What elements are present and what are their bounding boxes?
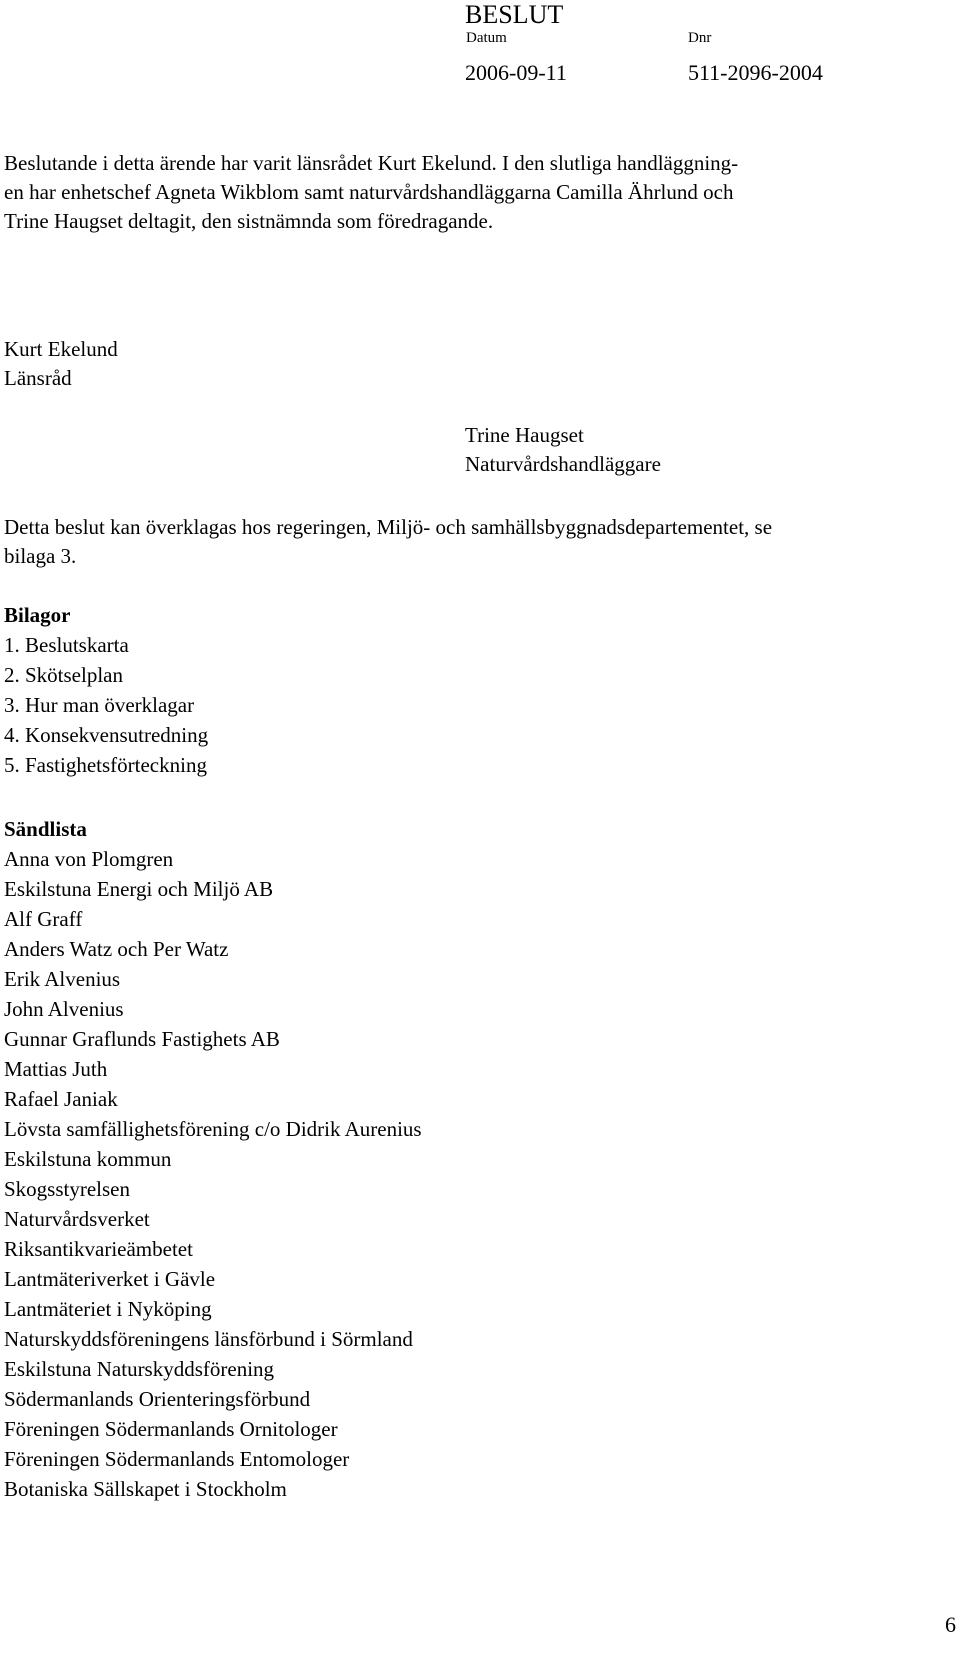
intro-paragraph — [4, 149, 944, 236]
attachments-list — [4, 630, 208, 780]
attachment-item: 4. Konsekvensutredning — [4, 723, 209, 747]
distribution-item: Lantmäteriverket i Gävle — [4, 1267, 216, 1291]
page-number: 6 — [945, 1612, 956, 1637]
decision-maker-name: Kurt Ekelund — [4, 337, 118, 361]
distribution-item: Eskilstuna Energi och Miljö AB — [4, 877, 274, 901]
distribution-item: Föreningen Södermanlands Entomologer — [4, 1447, 350, 1471]
attachment-item: 1. Beslutskarta — [4, 633, 129, 657]
attachment-item: 3. Hur man överklagar — [4, 693, 195, 717]
distribution-item: Botaniska Sällskapet i Stockholm — [4, 1477, 287, 1501]
distribution-item: Lantmäteriet i Nyköping — [4, 1297, 212, 1321]
attachment-item: 5. Fastighetsförteckning — [4, 753, 207, 777]
presenter-title: Naturvårdshandläggare — [465, 452, 661, 476]
distribution-item: Anna von Plomgren — [4, 847, 174, 871]
distribution-item: Erik Alvenius — [4, 967, 121, 991]
distribution-item: John Alvenius — [4, 997, 124, 1021]
distribution-item: Eskilstuna kommun — [4, 1147, 172, 1171]
distribution-item: Rafael Janiak — [4, 1087, 118, 1111]
presenter-name: Trine Haugset — [465, 423, 584, 447]
distribution-list — [4, 844, 422, 1504]
intro-line: Trine Haugset deltagit, den sistnämnda som föredragande. — [4, 209, 494, 233]
distribution-item: Skogsstyrelsen — [4, 1177, 130, 1201]
intro-line: en har enhetschef Agneta Wikblom samt naturvårdshandläggarna Camilla Ährlund och — [4, 180, 734, 204]
date-label: Datum — [466, 30, 507, 46]
appeal-line-2: bilaga 3. — [4, 544, 77, 568]
distribution-item: Eskilstuna Naturskyddsförening — [4, 1357, 275, 1381]
distribution-item: Gunnar Graflunds Fastighets AB — [4, 1027, 280, 1051]
distribution-item: Södermanlands Orienteringsförbund — [4, 1387, 311, 1411]
decision-maker-title: Länsråd — [4, 366, 72, 390]
attachment-item: 2. Skötselplan — [4, 663, 123, 687]
distribution-item: Lövsta samfällighetsförening c/o Didrik Aurenius — [4, 1117, 422, 1141]
distribution-item: Föreningen Södermanlands Ornitologer — [4, 1417, 338, 1441]
attachments-heading: Bilagor — [4, 603, 71, 627]
distribution-item: Naturskyddsföreningens länsförbund i Sörmland — [4, 1327, 413, 1351]
distribution-item: Riksantikvarieämbetet — [4, 1237, 193, 1261]
intro-line: Beslutande i detta ärende har varit länsrådet Kurt Ekelund. I den slutliga handläggning- — [4, 151, 739, 175]
distribution-item: Naturvårdsverket — [4, 1207, 150, 1231]
dnr-label: Dnr — [688, 30, 712, 46]
appeal-line-1: Detta beslut kan överklagas hos regeringen, Miljö- och samhällsbyggnadsdepartementet, se — [4, 515, 773, 539]
distribution-item: Anders Watz och Per Watz — [4, 937, 229, 961]
distribution-heading: Sändlista — [4, 817, 87, 841]
distribution-item: Mattias Juth — [4, 1057, 108, 1081]
distribution-item: Alf Graff — [4, 907, 83, 931]
date-value: 2006-09-11 — [465, 60, 567, 85]
document-title: BESLUT — [465, 0, 564, 29]
dnr-value: 511-2096-2004 — [688, 60, 823, 85]
